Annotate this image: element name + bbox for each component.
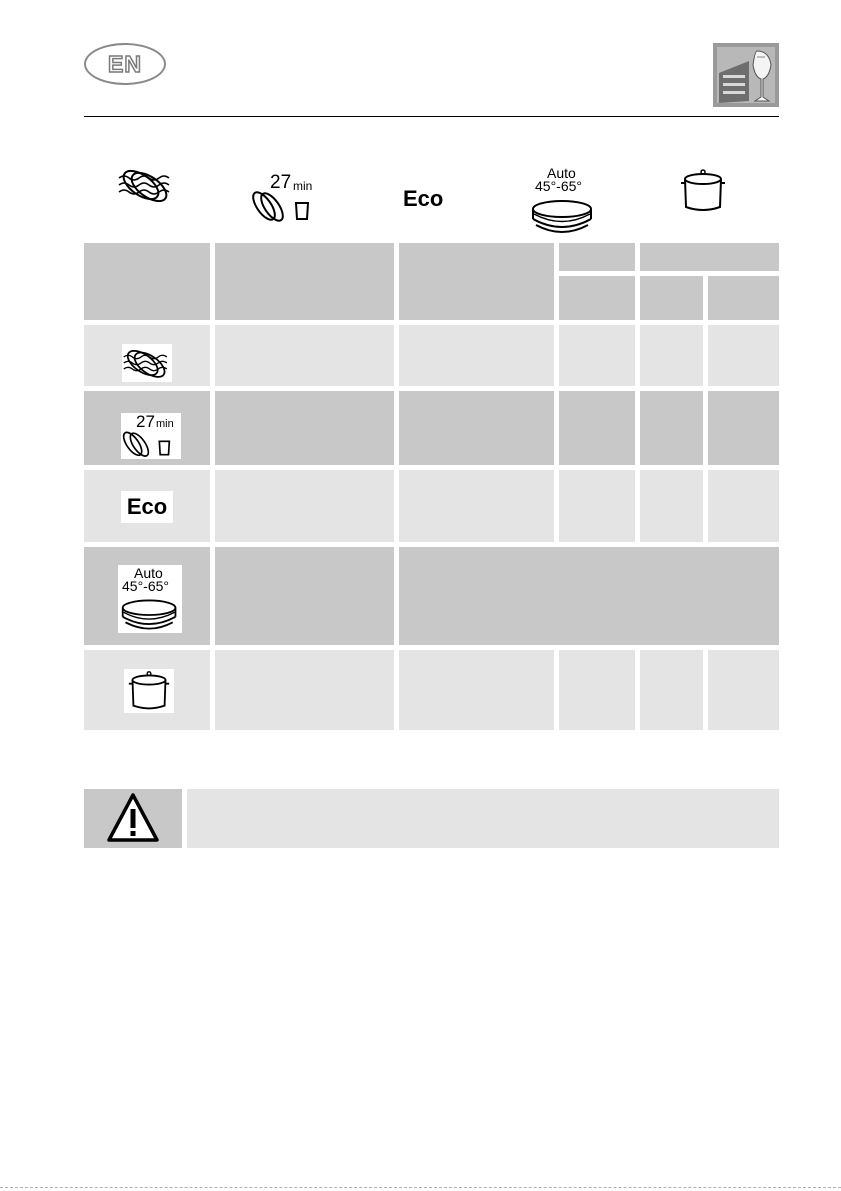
eco-label: Eco (403, 186, 444, 211)
table-cell-merged (399, 547, 779, 645)
table-header-column-2 (215, 243, 394, 320)
table-subheader-b (640, 276, 703, 320)
table-cell (559, 391, 635, 465)
dishwasher-glass-icon (713, 43, 779, 107)
eco-label: Eco (126, 494, 168, 519)
table-cell (559, 650, 635, 730)
soak-icon (122, 344, 172, 382)
quick-27-icon (121, 413, 181, 459)
table-row-soak (84, 325, 210, 386)
page-bottom-rule (0, 1187, 841, 1188)
eco-icon (121, 491, 173, 523)
table-row-eco (84, 470, 210, 542)
table-subheader-a (559, 276, 635, 320)
auto-icon (118, 565, 182, 633)
table-cell (640, 650, 703, 730)
table-row-intensive (84, 650, 210, 730)
auto-label: Auto (134, 565, 163, 581)
table-cell (399, 325, 554, 386)
language-code: EN (108, 50, 142, 77)
eco-icon (403, 186, 443, 212)
table-cell (559, 470, 635, 542)
warning-triangle-icon (84, 789, 182, 848)
table-cell (640, 325, 703, 386)
intensive-pot-icon (126, 669, 172, 713)
soak-icon (117, 163, 175, 207)
quick-27-unit: min (156, 418, 174, 430)
quick-27-number: 27 (136, 412, 155, 431)
header-rule (84, 116, 779, 117)
table-header-programme (84, 243, 210, 320)
quick-27-icon (250, 174, 322, 224)
table-cell (399, 650, 554, 730)
table-header-column-4 (559, 243, 635, 271)
warning-text (187, 789, 779, 848)
table-header-column-5 (640, 243, 779, 271)
table-cell (399, 470, 554, 542)
language-badge (84, 43, 166, 85)
table-cell (215, 470, 394, 542)
table-cell (215, 650, 394, 730)
auto-label: Auto (547, 165, 576, 181)
auto-temperature: 45°-65° (535, 178, 583, 194)
table-row-quick-27 (84, 391, 210, 465)
quick-27-unit: min (293, 179, 313, 193)
warning-icon-cell (84, 789, 182, 848)
table-cell (215, 547, 394, 645)
table-cell (215, 325, 394, 386)
table-cell (708, 391, 779, 465)
intensive-pot-icon (679, 167, 727, 215)
table-cell (708, 470, 779, 542)
table-header-column-3 (399, 243, 554, 320)
table-cell (215, 391, 394, 465)
quick-27-number: 27 (270, 172, 292, 193)
table-cell (640, 470, 703, 542)
auto-icon (530, 165, 596, 237)
table-cell (399, 391, 554, 465)
table-cell (708, 650, 779, 730)
table-cell (708, 325, 779, 386)
table-row-auto (84, 547, 210, 645)
table-cell (559, 325, 635, 386)
table-subheader-c (708, 276, 779, 320)
auto-temperature: 45°-65° (122, 578, 170, 594)
table-cell (640, 391, 703, 465)
